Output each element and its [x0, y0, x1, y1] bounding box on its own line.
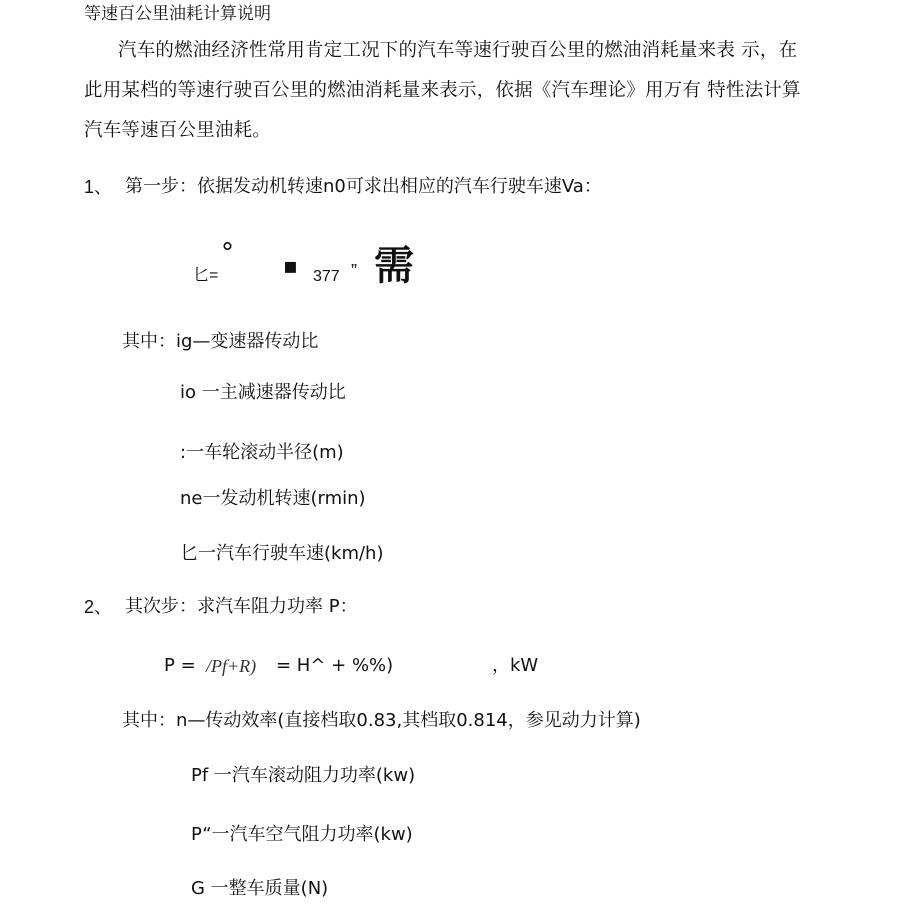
formula2-unit: ，kW [492, 655, 539, 676]
where2-lead: 其中：n—传动效率(直接档取0.83,其档取0.814，参见动力计算) [122, 710, 641, 731]
step2-text: 其次步：求汽车阻力功率 P： [125, 596, 358, 617]
intro-line-1: 汽车的燃油经济性常用肯定工况下的汽车等速行驶百公里的燃油消耗量来表 示，在 [118, 40, 798, 61]
where1-item-wheel-radius: :一车轮滚动半径(m) [180, 442, 344, 463]
step1-number: 1、 [84, 177, 113, 197]
formula2-mid: /Pf+R) [206, 656, 257, 676]
formula1-glyph: 需 [374, 243, 414, 289]
where2-item-vehicle-mass: G 一整车质量(N) [191, 878, 329, 899]
intro-line-2: 此用某档的等速行驶百公里的燃油消耗量来表示，依据《汽车理论》用万有 特性法计算 [84, 80, 801, 101]
formula1-lhs: 匕= [193, 267, 219, 284]
where2-item-air-power: P“一汽车空气阻力功率(kw) [191, 824, 413, 845]
formula1-dot: ▪ [283, 254, 298, 279]
intro-line-3: 汽车等速百公里油耗。 [84, 120, 272, 141]
formula2-rhs: = H^ + %%) [276, 655, 394, 676]
where1-item-io: io 一主减速器传动比 [180, 382, 346, 403]
doc-title: 等速百公里油耗计算说明 [84, 4, 271, 24]
step2-number: 2、 [84, 597, 113, 617]
formula2-lhs: P = [164, 655, 196, 676]
step1-text: 第一步：依据发动机转速n0可求出相应的汽车行驶车速Va： [125, 176, 602, 197]
where2-item-rolling-power: Pf 一汽车滚动阻力功率(kw) [191, 765, 416, 786]
formula1-number: 377 [313, 268, 340, 285]
formula1-degree: ° [221, 238, 234, 268]
where1-item-engine-speed: ne一发动机转速(rmin) [180, 488, 366, 509]
where1-lead: 其中：ig—变速器传动比 [122, 331, 319, 352]
where1-item-vehicle-speed: 匕一汽车行驶车速(km/h) [180, 543, 384, 564]
formula1-quote: ” [351, 261, 357, 281]
